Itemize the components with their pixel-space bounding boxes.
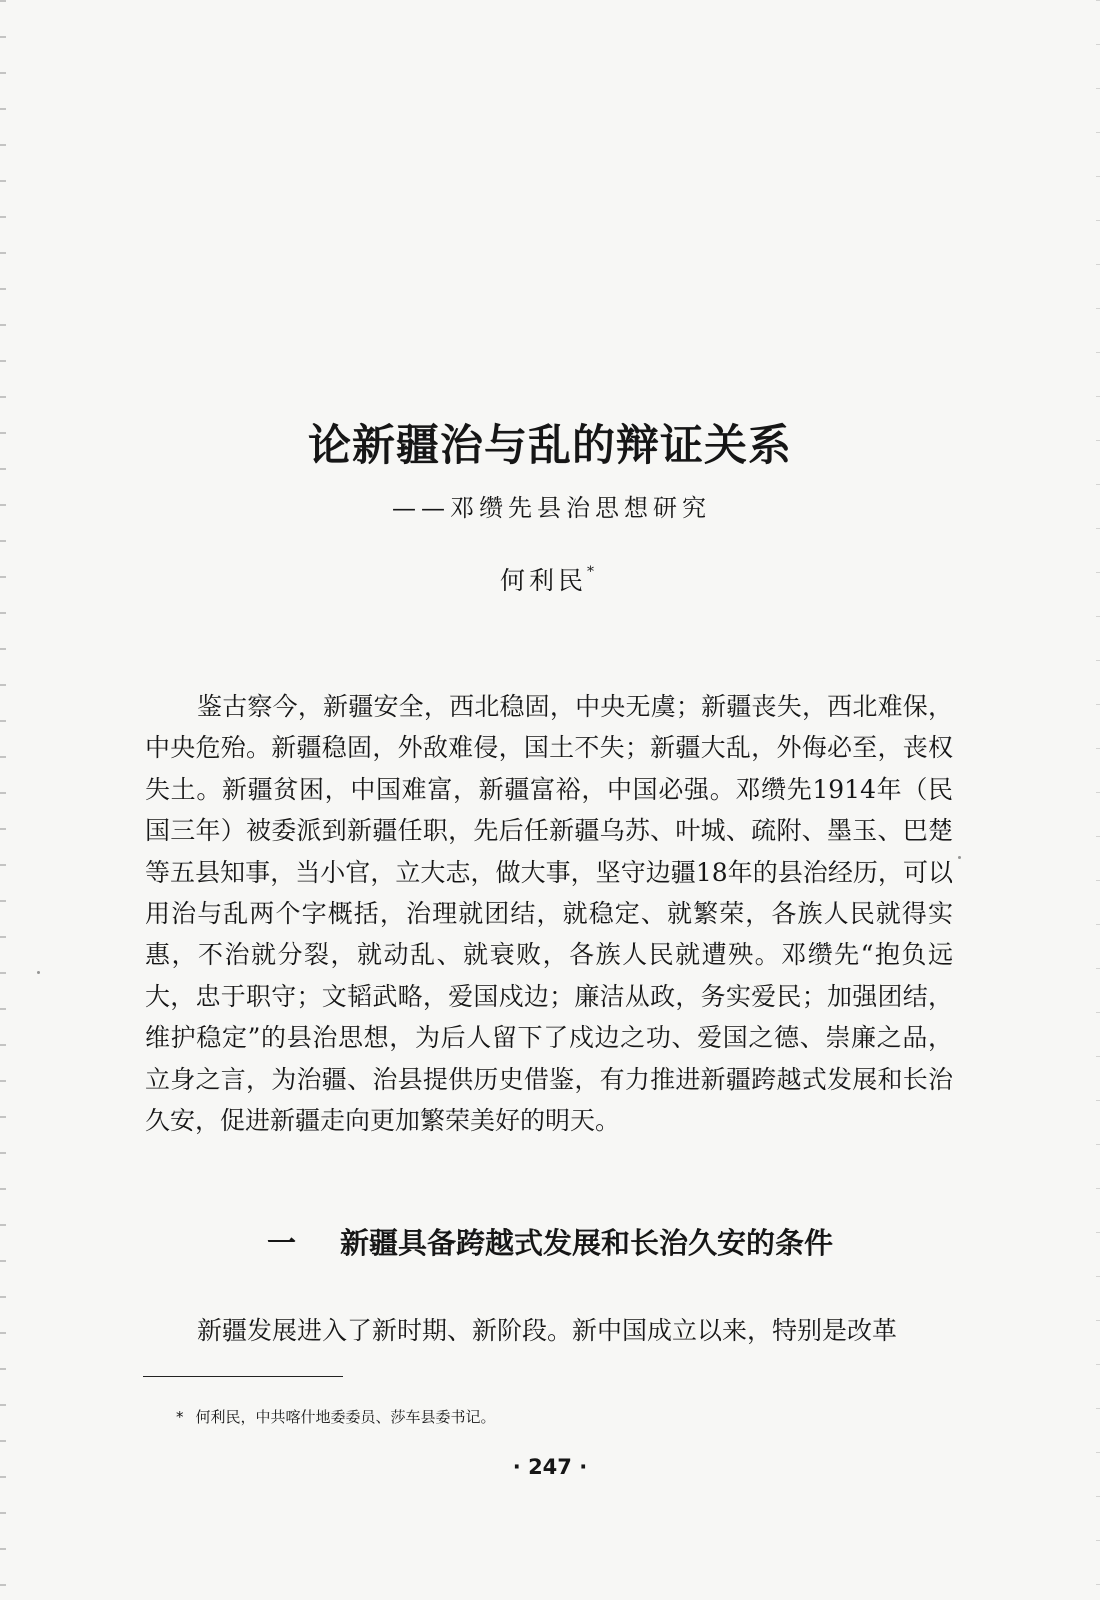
intro-paragraph: 鉴古察今，新疆安全，西北稳固，中央无虞；新疆丧失，西北难保，中央危殆。新疆稳固，外敌难侵，国土不失；新疆大乱，外侮必至，丧权失土。新疆贫困，中国难富，新疆富裕，中国必强。邓缵先1914年（民国三年）被委派到新疆任职，先后任新疆乌苏、叶城、疏附、墨玉、巴楚等五县知事，当小官，立大志，做大事，坚守边疆18年的县治经历，可以用治与乱两个字概括，治理就团结，就稳定、就繁荣，各族人民就得实惠，不治就分裂，就动乱、就衰败，各族人民就遭殃。邓缵先“抱负远大，忠于职守；文韬武略，爱国戍边；廉洁从政，务实爱民；加强团结，维护稳定”的县治思想，为后人留下了戍边之功、爱国之德、崇廉之品，立身之言，为治疆、治县提供历史借鉴，有力推进新疆跨越式发展和长治久安，促进新疆走向更加繁荣美好的明天。 xyxy=(145,692,953,1136)
article-title: 论新疆治与乱的辩证关系 xyxy=(308,421,792,471)
section-heading xyxy=(0,1221,1100,1262)
scan-right-edge xyxy=(1096,0,1100,1600)
scan-speck xyxy=(958,856,961,859)
section-title: 新疆具备跨越式发展和长治久安的条件 xyxy=(340,1226,834,1260)
section-number: 一 xyxy=(266,1226,296,1260)
author-name: 何利民 xyxy=(500,566,588,595)
author-line xyxy=(500,561,594,597)
footnote-text: 何利民，中共喀什地委委员、莎车县委书记。 xyxy=(195,1408,496,1426)
footnote-divider xyxy=(143,1376,343,1377)
footnote xyxy=(176,1406,496,1427)
article-subtitle: ——邓缵先县治思想研究 xyxy=(392,494,711,522)
section-paragraph: 新疆发展进入了新时期、新阶段。新中国成立以来，特别是改革 xyxy=(197,1316,898,1345)
scan-left-edge xyxy=(0,0,6,1600)
page-number: · 247 · xyxy=(512,1455,588,1479)
footnote-mark: * xyxy=(176,1408,184,1426)
scan-speck xyxy=(37,971,40,974)
author-footnote-mark: * xyxy=(587,563,595,580)
